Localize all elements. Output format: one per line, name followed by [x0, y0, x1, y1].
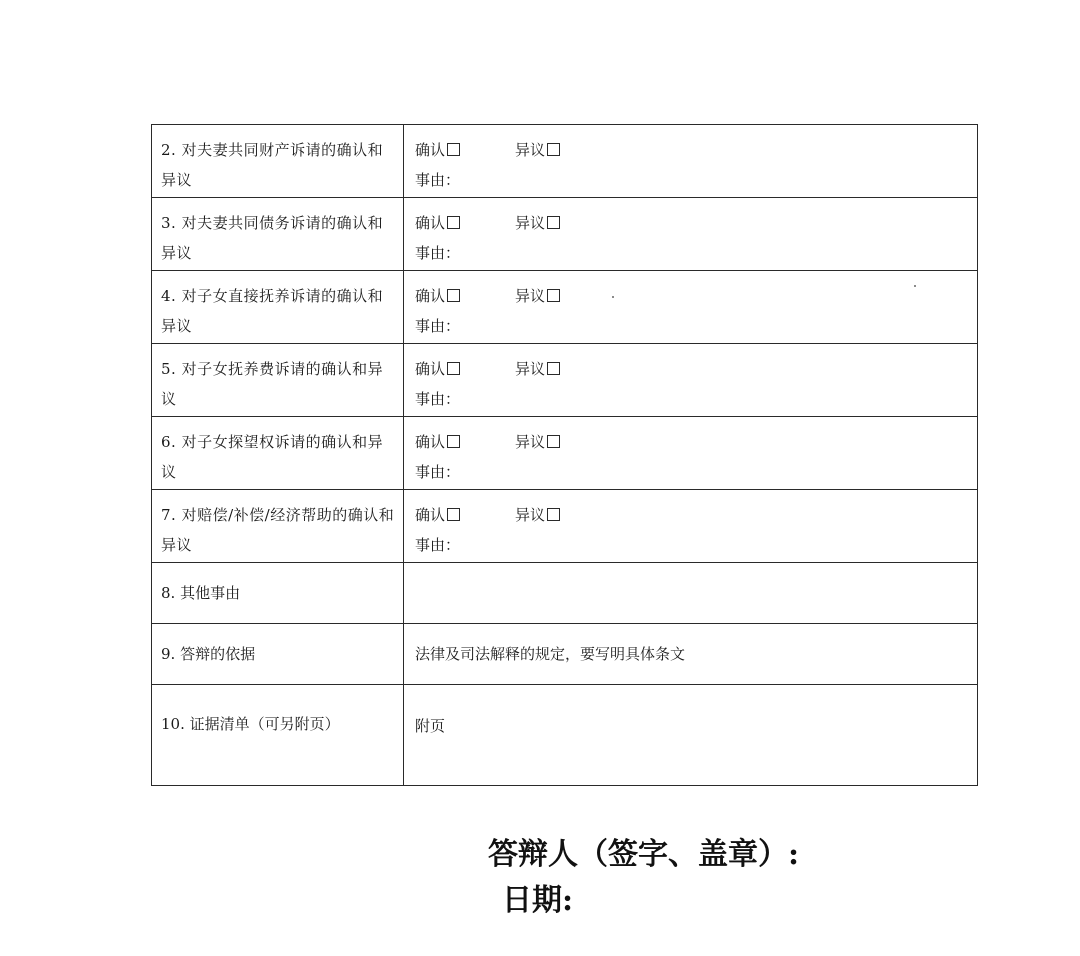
row-response-cell: [404, 490, 978, 563]
confirm-label: 确认: [415, 360, 446, 378]
row-item-label: 7. 对赔偿/补偿/经济帮助的确认和异议: [152, 490, 404, 563]
scan-speck: [612, 296, 614, 298]
evidence-field[interactable]: 附页: [404, 685, 978, 786]
reason-label: 事由：: [415, 463, 461, 481]
choice-line: [415, 135, 969, 165]
row-item-label: 2. 对夫妻共同财产诉请的确认和异议: [152, 125, 404, 198]
dispute-label: 异议: [515, 506, 546, 524]
confirm-checkbox[interactable]: [447, 216, 460, 229]
choice-line: [415, 208, 969, 238]
dispute-checkbox[interactable]: [547, 435, 560, 448]
row-response-cell: [404, 125, 978, 198]
dispute-label: 异议: [515, 287, 546, 305]
row-item-label: 6. 对子女探望权诉请的确认和异议: [152, 417, 404, 490]
reason-label: 事由：: [415, 244, 461, 262]
row-response-cell: [404, 344, 978, 417]
dispute-label: 异议: [515, 214, 546, 232]
confirm-option[interactable]: [415, 135, 515, 165]
form-row-child-support: [152, 344, 978, 417]
row-response-cell: [404, 417, 978, 490]
scan-speck: [914, 285, 916, 287]
form-row-other: [152, 563, 978, 624]
other-matters-field[interactable]: [404, 563, 978, 624]
row-item-label: 4. 对子女直接抚养诉请的确认和异议: [152, 271, 404, 344]
form-row-visitation: [152, 417, 978, 490]
confirm-label: 确认: [415, 506, 446, 524]
respondent-signature-label: 答辩人（签字、盖章）:: [488, 837, 800, 872]
response-form-table: [151, 124, 978, 786]
dispute-option[interactable]: [515, 354, 560, 384]
row-response-cell: [404, 198, 978, 271]
confirm-checkbox[interactable]: [447, 362, 460, 375]
confirm-option[interactable]: [415, 354, 515, 384]
dispute-checkbox[interactable]: [547, 143, 560, 156]
form-row-custody: [152, 271, 978, 344]
dispute-checkbox[interactable]: [547, 289, 560, 302]
dispute-label: 异议: [515, 141, 546, 159]
confirm-label: 确认: [415, 141, 446, 159]
confirm-option[interactable]: [415, 281, 515, 311]
dispute-option[interactable]: [515, 135, 560, 165]
dispute-checkbox[interactable]: [547, 362, 560, 375]
choice-line: [415, 500, 969, 530]
dispute-option[interactable]: [515, 500, 560, 530]
row-response-cell: [404, 271, 978, 344]
reason-label: 事由：: [415, 390, 461, 408]
form-row-basis: [152, 624, 978, 685]
choice-line: [415, 281, 969, 311]
choice-line: [415, 354, 969, 384]
confirm-checkbox[interactable]: [447, 435, 460, 448]
confirm-checkbox[interactable]: [447, 143, 460, 156]
confirm-checkbox[interactable]: [447, 508, 460, 521]
form-row-debt: [152, 198, 978, 271]
row-item-label: 5. 对子女抚养费诉请的确认和异议: [152, 344, 404, 417]
reason-label: 事由：: [415, 317, 461, 335]
row-item-label: 8. 其他事由: [152, 563, 404, 624]
confirm-option[interactable]: [415, 500, 515, 530]
form-row-property: [152, 125, 978, 198]
form-row-evidence: [152, 685, 978, 786]
confirm-option[interactable]: [415, 427, 515, 457]
row-item-label: 3. 对夫妻共同债务诉请的确认和异议: [152, 198, 404, 271]
choice-line: [415, 427, 969, 457]
confirm-label: 确认: [415, 287, 446, 305]
dispute-checkbox[interactable]: [547, 216, 560, 229]
confirm-label: 确认: [415, 214, 446, 232]
confirm-option[interactable]: [415, 208, 515, 238]
dispute-option[interactable]: [515, 208, 560, 238]
signature-block: [488, 832, 799, 924]
dispute-label: 异议: [515, 433, 546, 451]
date-label: 日期:: [502, 883, 574, 918]
dispute-label: 异议: [515, 360, 546, 378]
form-row-compensation: [152, 490, 978, 563]
confirm-checkbox[interactable]: [447, 289, 460, 302]
basis-field[interactable]: 法律及司法解释的规定，要写明具体条文: [404, 624, 978, 685]
row-item-label: 9. 答辩的依据: [152, 624, 404, 685]
reason-label: 事由：: [415, 171, 461, 189]
row-item-label: 10. 证据清单（可另附页）: [152, 685, 404, 786]
dispute-option[interactable]: [515, 281, 560, 311]
dispute-option[interactable]: [515, 427, 560, 457]
reason-label: 事由：: [415, 536, 461, 554]
dispute-checkbox[interactable]: [547, 508, 560, 521]
confirm-label: 确认: [415, 433, 446, 451]
